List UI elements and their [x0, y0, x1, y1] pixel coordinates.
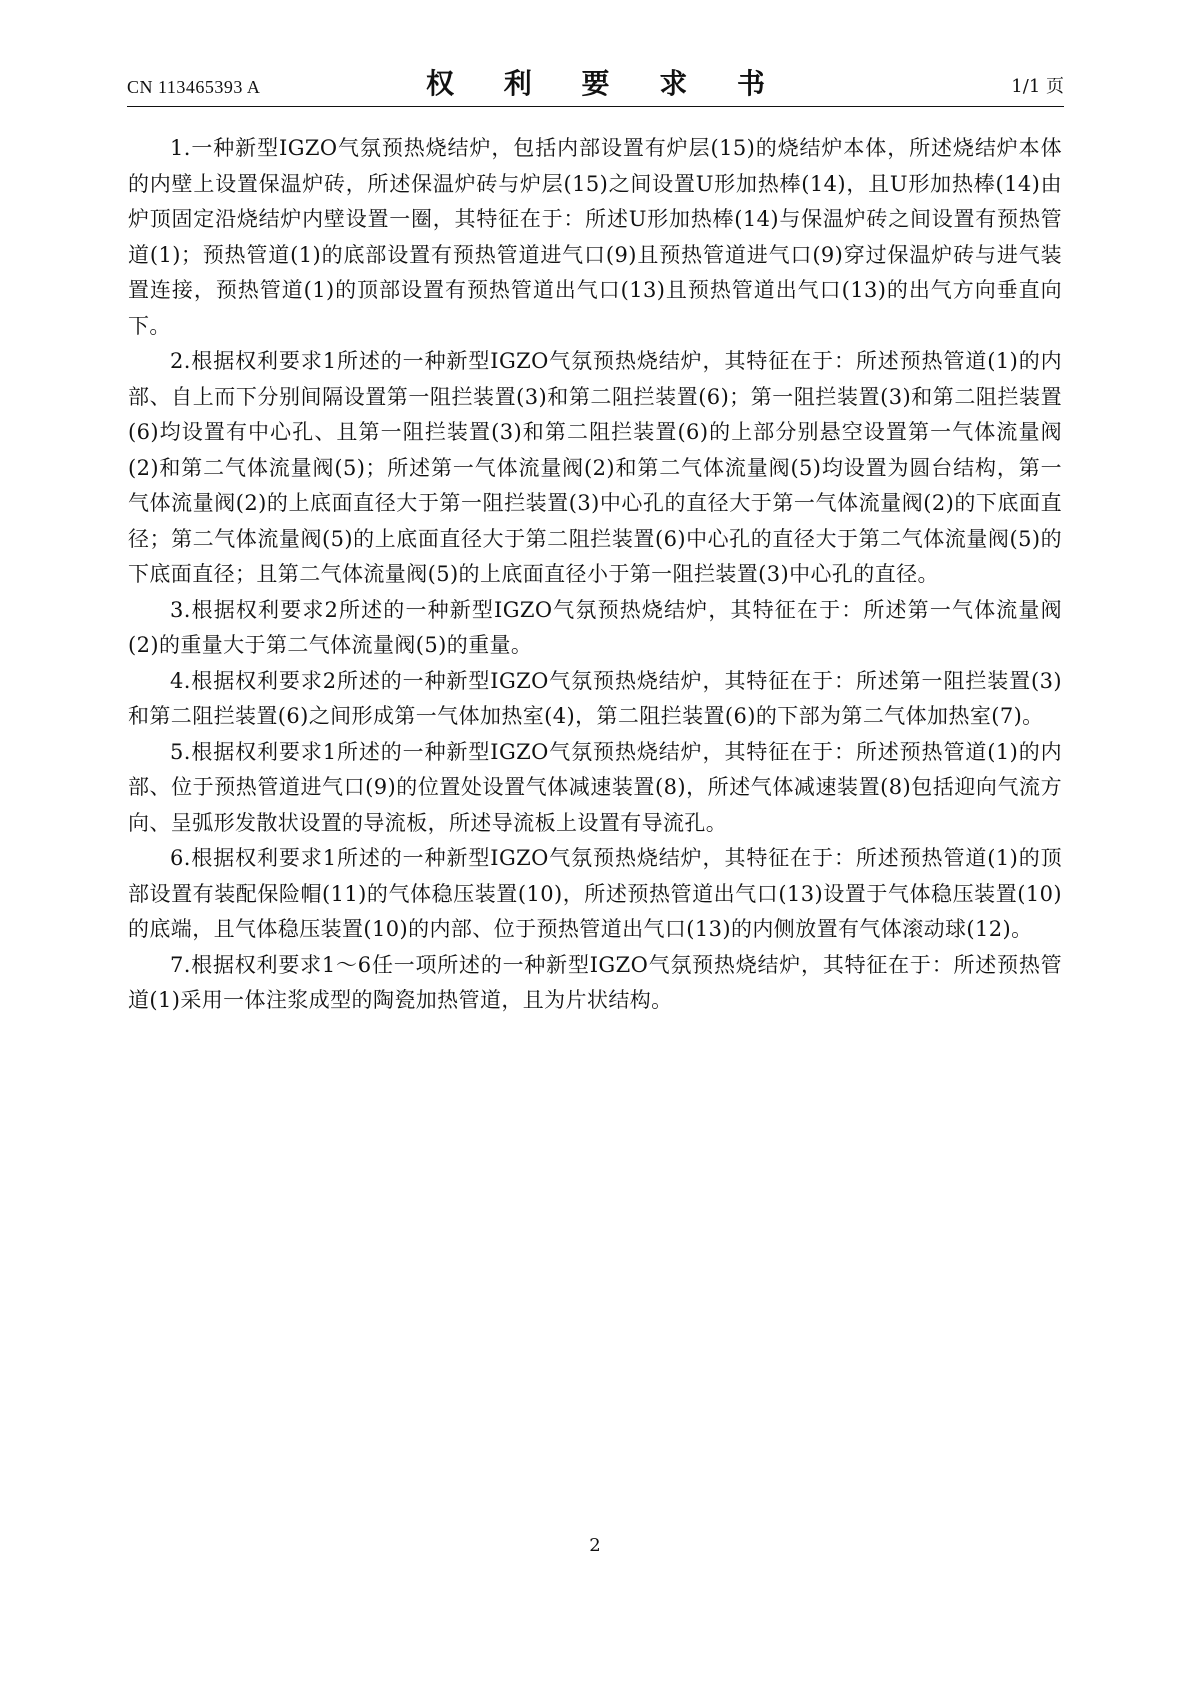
claim-1: 1.一种新型IGZO气氛预热烧结炉，包括内部设置有炉层(15)的烧结炉本体，所述烧结炉本体的内壁上设置保温炉砖，所述保温炉砖与炉层(15)之间设置U形加热棒(14)，且U形加热棒(14)由炉顶固定沿烧结炉内壁设置一圈，其特征在于：所述U形加热棒(14)与保温炉砖之间设置有预热管道(1)；预热管道(1)的底部设置有预热管道进气口(9)且预热管道进气口(9)穿过保温炉砖与进气装置连接，预热管道(1)的顶部设置有预热管道出气口(13)且预热管道出气口(13)的出气方向垂直向下。	[128, 136, 1062, 338]
page-number: 2	[589, 1535, 601, 1556]
claim-7: 7.根据权利要求1～6任一项所述的一种新型IGZO气氛预热烧结炉，其特征在于：所述预热管道(1)采用一体注浆成型的陶瓷加热管道，且为片状结构。	[128, 952, 1062, 1012]
document-title: 权 利 要 求 书	[426, 67, 785, 100]
claim-2: 2.根据权利要求1所述的一种新型IGZO气氛预热烧结炉，其特征在于：所述预热管道(1)的内部、自上而下分别间隔设置第一阻拦装置(3)和第二阻拦装置(6)；第一阻拦装置(3)和第二阻拦装置(6)均设置有中心孔、且第一阻拦装置(3)和第二阻拦装置(6)的上部分别悬空设置第一气体流量阀(2)和第二气体流量阀(5)；所述第一气体流量阀(2)和第二气体流量阀(5)均设置为圆台结构，第一气体流量阀(2)的上底面直径大于第一阻拦装置(3)中心孔的直径大于第一气体流量阀(2)的下底面直径；第二气体流量阀(5)的上底面直径大于第二阻拦装置(6)中心孔的直径大于第二气体流量阀(5)的下底面直径；且第二气体流量阀(5)的上底面直径小于第一阻拦装置(3)中心孔的直径。	[128, 349, 1062, 586]
page-label: 1/1 页	[1011, 76, 1064, 97]
publication-number: CN 113465393 A	[127, 77, 261, 97]
claim-5: 5.根据权利要求1所述的一种新型IGZO气氛预热烧结炉，其特征在于：所述预热管道(1)的内部、位于预热管道进气口(9)的位置处设置气体减速装置(8)，所述气体减速装置(8)包括迎向气流方向、呈弧形发散状设置的导流板，所述导流板上设置有导流孔。	[128, 739, 1062, 835]
claims-body	[128, 131, 1062, 1019]
claim-4: 4.根据权利要求2所述的一种新型IGZO气氛预热烧结炉，其特征在于：所述第一阻拦装置(3)和第二阻拦装置(6)之间形成第一气体加热室(4)，第二阻拦装置(6)的下部为第二气体加热室(7)。	[128, 668, 1062, 728]
page-header	[127, 62, 1064, 106]
claim-6: 6.根据权利要求1所述的一种新型IGZO气氛预热烧结炉，其特征在于：所述预热管道(1)的顶部设置有装配保险帽(11)的气体稳压装置(10)，所述预热管道出气口(13)设置于气体稳压装置(10)的底端，且气体稳压装置(10)的内部、位于预热管道出气口(13)的内侧放置有气体滚动球(12)。	[128, 846, 1062, 941]
claim-3: 3.根据权利要求2所述的一种新型IGZO气氛预热烧结炉，其特征在于：所述第一气体流量阀(2)的重量大于第二气体流量阀(5)的重量。	[128, 597, 1062, 657]
header-rule	[127, 106, 1064, 107]
